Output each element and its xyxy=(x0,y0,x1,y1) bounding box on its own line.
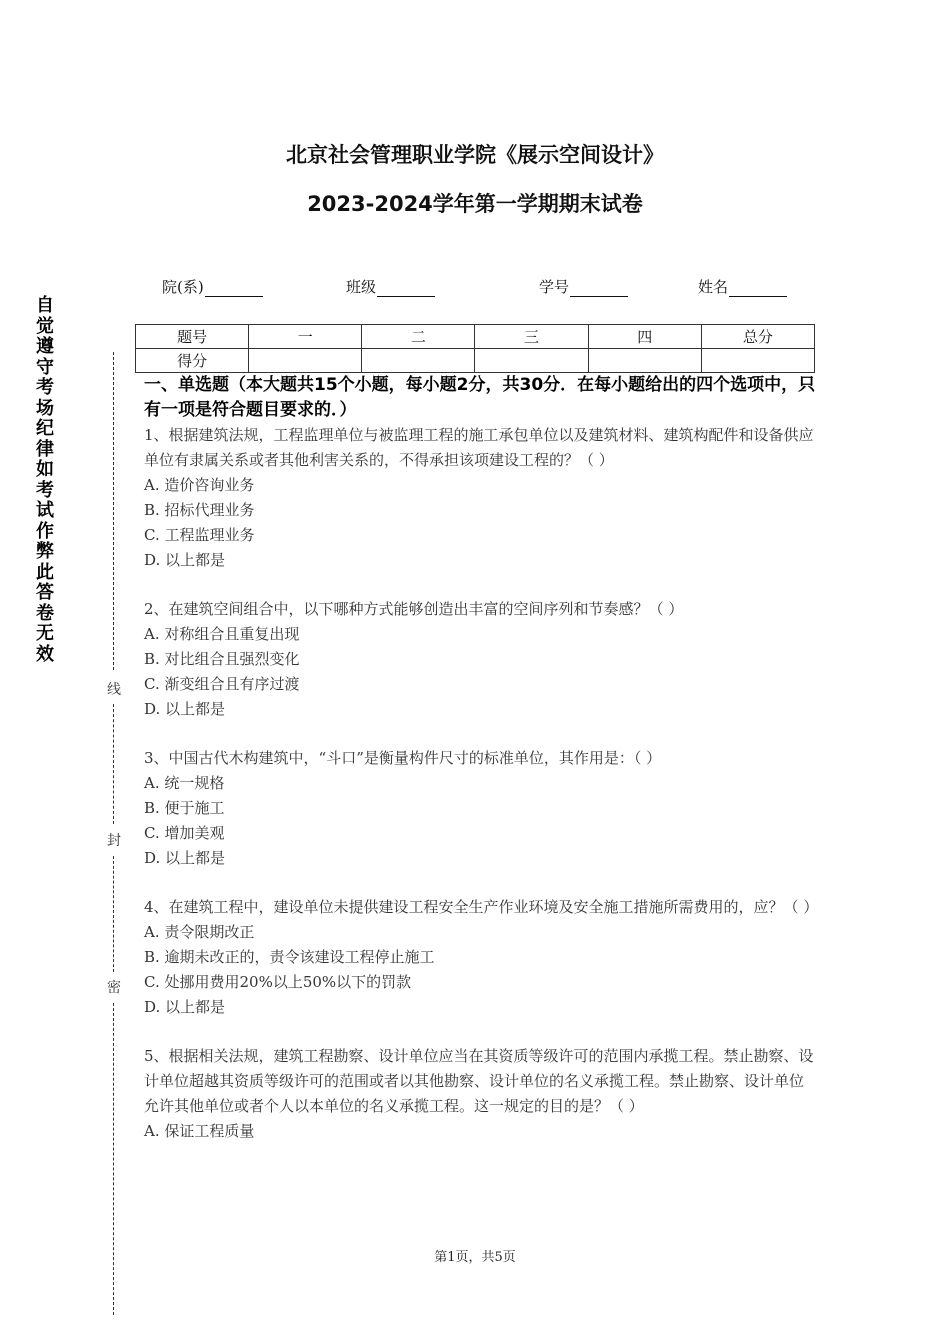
answer-option: C. 渐变组合且有序过渡 xyxy=(144,675,300,693)
answer-option: C. 处挪用费用20%以上50%以下的罚款 xyxy=(144,973,412,991)
side-warning-text: 自觉遵守考场纪律如考试作弊此答卷无效 xyxy=(36,295,54,665)
score-table xyxy=(135,324,815,373)
answer-option: B. 招标代理业务 xyxy=(144,501,255,519)
question-content xyxy=(144,373,819,1144)
binding-dashed-line xyxy=(113,1003,114,1315)
score-input-cell xyxy=(249,349,362,373)
answer-option: A. 责令限期改正 xyxy=(144,923,255,941)
answer-option: B. 对比组合且强烈变化 xyxy=(144,650,300,668)
name-field xyxy=(698,276,787,297)
question-block xyxy=(144,895,819,1020)
answer-option: D. 以上都是 xyxy=(144,849,226,867)
class-field xyxy=(346,276,435,297)
score-table-cell: 得分 xyxy=(136,349,249,373)
question-spacer xyxy=(144,871,816,895)
name-label: 姓名 xyxy=(698,278,729,296)
student-id-label: 学号 xyxy=(539,278,570,296)
answer-option: A. 保证工程质量 xyxy=(144,1122,255,1140)
question-spacer xyxy=(144,573,816,597)
score-table-cell: 一 xyxy=(249,325,362,349)
answer-option: B. 逾期未改正的，责令该建设工程停止施工 xyxy=(144,948,435,966)
binding-dashed-line xyxy=(113,856,114,972)
answer-option: C. 工程监理业务 xyxy=(144,526,255,544)
score-table-score-row xyxy=(136,349,815,373)
score-table-cell: 总分 xyxy=(701,325,814,349)
score-table-header-row xyxy=(136,325,815,349)
question-block xyxy=(144,1044,816,1144)
exam-title-line1: 北京社会管理职业学院《展示空间设计》 xyxy=(286,143,664,167)
score-table-cell: 题号 xyxy=(136,325,249,349)
exam-title-line2: 2023-2024学年第一学期期末试卷 xyxy=(307,192,643,216)
department-field xyxy=(162,276,263,297)
binding-dashed-line xyxy=(113,704,114,824)
question-text: 2、在建筑空间组合中，以下哪种方式能够创造出丰富的空间序列和节奏感？（ ） xyxy=(144,600,684,618)
question-text: 4、在建筑工程中，建设单位未提供建设工程安全生产作业环境及安全施工措施所需费用的，应？（ ） xyxy=(144,898,819,916)
question-spacer xyxy=(144,722,816,746)
binding-char-line: 线 xyxy=(105,679,123,699)
answer-option: D. 以上都是 xyxy=(144,700,226,718)
answer-option: A. 统一规格 xyxy=(144,774,225,792)
section-title: 一、单选题（本大题共15个小题，每小题2分，共30分．在每小题给出的四个选项中，只有一项是符合题目要求的．） xyxy=(144,375,816,420)
name-blank xyxy=(729,280,787,297)
answer-option: B. 便于施工 xyxy=(144,799,225,817)
answer-option: A. 造价咨询业务 xyxy=(144,476,255,494)
question-spacer xyxy=(144,1020,816,1044)
question-text: 5、根据相关法规，建筑工程勘察、设计单位应当在其资质等级许可的范围内承揽工程。禁止勘察、设计单位超越其资质等级许可的范围或者以其他勘察、设计单位的名义承揽工程。禁止勘察、设计单位允许其他单位或者个人以本单位的名义承揽工程。这一规定的目的是？（ ） xyxy=(144,1047,814,1115)
department-blank xyxy=(205,280,263,297)
binding-char-secret: 密 xyxy=(105,977,123,997)
score-input-cell xyxy=(362,349,475,373)
binding-char-seal: 封 xyxy=(105,830,123,850)
score-table-cell: 三 xyxy=(475,325,588,349)
question-text: 1、根据建筑法规，工程监理单位与被监理工程的施工承包单位以及建筑材料、建筑构配件和设备供应单位有隶属关系或者其他利害关系的，不得承担该项建设工程的？（ ） xyxy=(144,426,814,469)
binding-dashed-line xyxy=(113,352,114,670)
question-block xyxy=(144,597,816,722)
score-input-cell xyxy=(475,349,588,373)
answer-option: D. 以上都是 xyxy=(144,998,226,1016)
class-label: 班级 xyxy=(346,278,377,296)
score-input-cell xyxy=(701,349,814,373)
score-table-cell: 四 xyxy=(588,325,701,349)
score-table-cell: 二 xyxy=(362,325,475,349)
department-label: 院(系) xyxy=(162,278,204,296)
answer-option: D. 以上都是 xyxy=(144,551,226,569)
student-info-row xyxy=(0,276,950,300)
student-id-field xyxy=(539,276,628,297)
answer-option: A. 对称组合且重复出现 xyxy=(144,625,300,643)
question-text: 3、中国古代木构建筑中，“斗口”是衡量构件尺寸的标准单位，其作用是：（ ） xyxy=(144,749,662,767)
question-block xyxy=(144,746,816,871)
question-block xyxy=(144,423,816,573)
score-input-cell xyxy=(588,349,701,373)
class-blank xyxy=(377,280,435,297)
answer-option: C. 增加美观 xyxy=(144,824,225,842)
student-id-blank xyxy=(570,280,628,297)
page-number: 第1页，共5页 xyxy=(434,1250,516,1265)
